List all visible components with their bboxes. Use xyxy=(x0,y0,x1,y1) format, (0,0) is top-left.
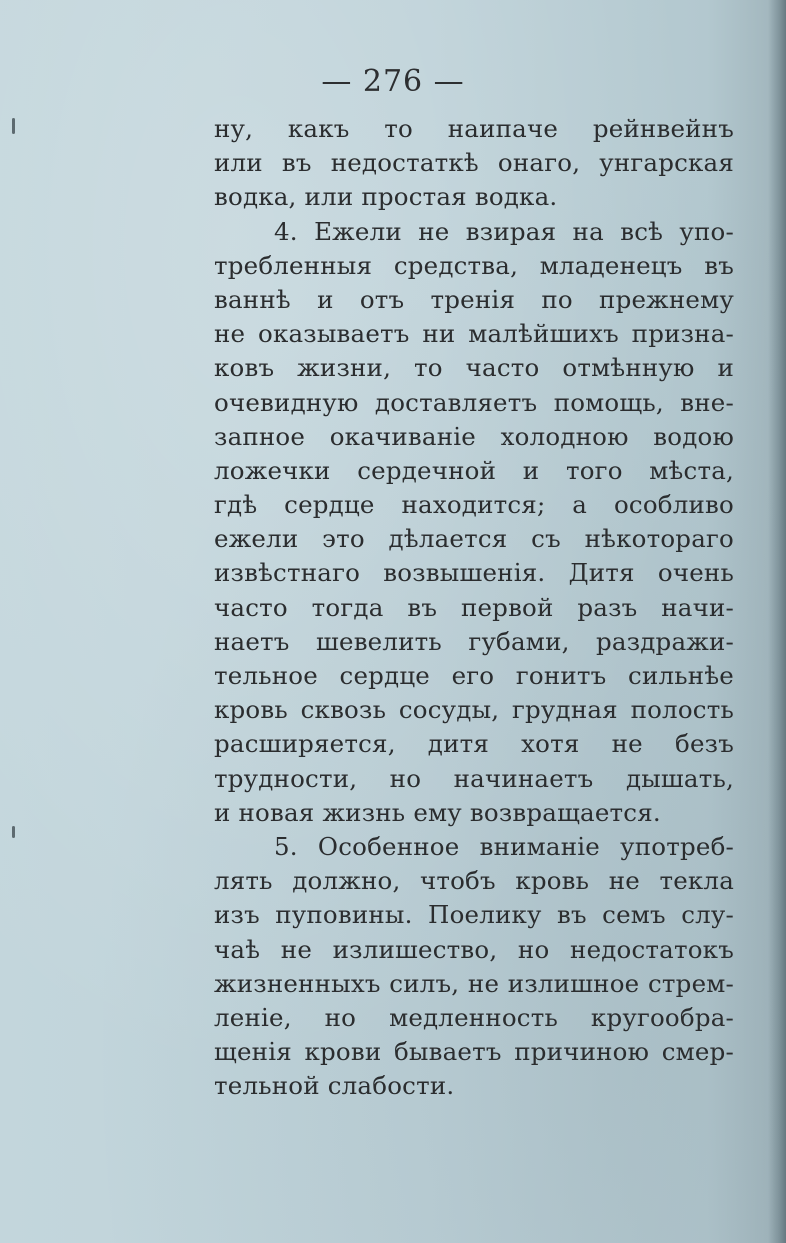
margin-mark xyxy=(12,826,15,838)
text-line: тельное сердце его гонитъ сильнѣе xyxy=(214,661,734,690)
text-line: очевидную доставляетъ помощь, вне- xyxy=(214,387,734,417)
text-line: или въ недостаткѣ онаго, унгарская xyxy=(214,148,734,178)
text-line: изъ пуповины. Поелику въ семъ слу- xyxy=(214,900,734,930)
page-edge-shadow xyxy=(768,0,786,1243)
text-line: водка, или простая водка. xyxy=(214,182,558,212)
text-line: ну, какъ то наипаче рейнвейнъ xyxy=(214,114,734,143)
text-line: лять должно, чтобъ кровь не текла xyxy=(214,866,734,896)
text-line: ваннѣ и отъ тренія по прежнему xyxy=(214,284,734,314)
text-line: часто тогда въ первой разъ начи- xyxy=(214,592,734,622)
text-line: щенія крови бываетъ причиною смер- xyxy=(214,1037,734,1067)
text-line: и новая жизнь ему возвращается. xyxy=(214,797,661,827)
text-line: 4. Ежели не взирая на всѣ упо- xyxy=(274,216,734,246)
text-line: извѣстнаго возвышенія. Дитя очень xyxy=(214,558,734,588)
text-line: трудности, но начинаетъ дышать, xyxy=(214,763,734,793)
text-line: требленныя средства, младенецъ въ xyxy=(214,250,734,280)
text-line: тельной слабости. xyxy=(214,1071,455,1101)
text-line: ежели это дѣлается съ нѣкотораго xyxy=(214,524,734,554)
text-line: жизненныхъ силъ, не излишное стрем- xyxy=(214,968,734,998)
text-line: леніе, но медленность кругообра- xyxy=(214,1002,734,1032)
text-line: гдѣ сердце находится; а особливо xyxy=(214,490,734,520)
text-line: наетъ шевелить губами, раздражи- xyxy=(214,626,734,656)
margin-mark xyxy=(12,118,15,134)
text-line: расширяется, дитя хотя не безъ xyxy=(214,729,734,759)
text-line: 5. Особенное вниманіе употреб- xyxy=(274,831,734,861)
text-line: запное окачиваніе холодною водою xyxy=(214,421,734,451)
text-line: ковъ жизни, то часто отмѣнную и xyxy=(214,353,734,383)
text-line: чаѣ не излишество, но недостатокъ xyxy=(214,934,734,964)
text-line: не оказываетъ ни малѣйшихъ призна- xyxy=(214,319,734,349)
text-line: кровь сквозь сосуды, грудная полость xyxy=(214,695,734,725)
text-line: ложечки сердечной и того мѣста, xyxy=(214,455,734,485)
body-text xyxy=(214,112,734,1103)
page-number: — 276 — xyxy=(321,64,465,99)
